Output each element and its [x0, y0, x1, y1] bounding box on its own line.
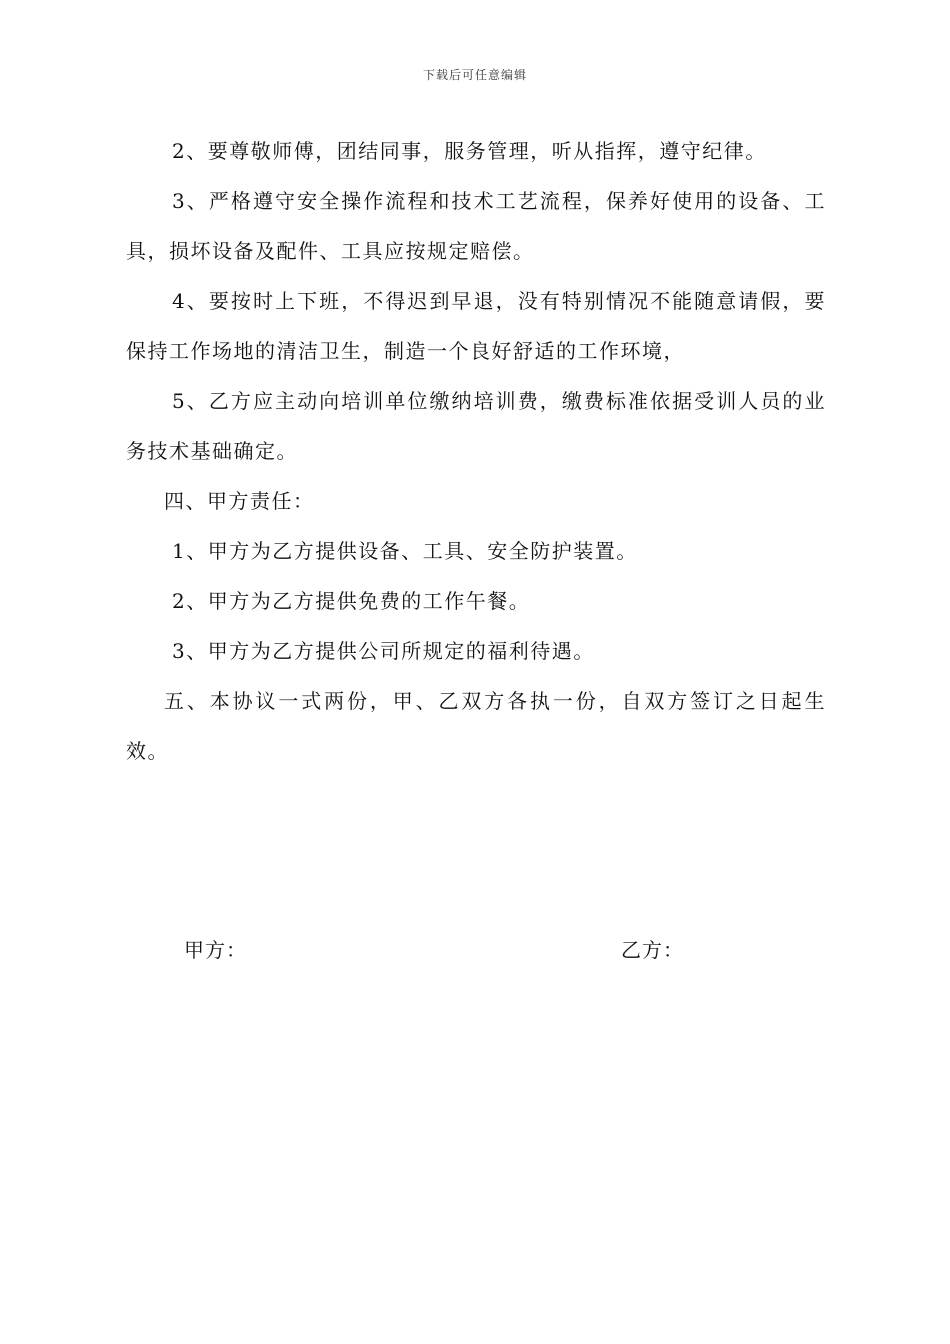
clause-3-safety: 3、严格遵守安全操作流程和技术工艺流程，保养好使用的设备、工具，损坏设备及配件、工具应按规定赔偿。 [126, 189, 826, 263]
party-a-clause-3-benefits: 3、甲方为乙方提供公司所规定的福利待遇。 [172, 639, 595, 663]
section-five-agreement-copies: 五、本协议一式两份，甲、乙双方各执一份，自双方签订之日起生效。 [126, 689, 826, 763]
party-a-clause-2-lunch: 2、甲方为乙方提供免费的工作午餐。 [172, 589, 531, 613]
clause-2-respect: 2、要尊敬师傅，团结同事，服务管理，听从指挥，遵守纪律。 [172, 139, 767, 163]
clause-4-attendance: 4、要按时上下班，不得迟到早退，没有特别情况不能随意请假，要保持工作场地的清洁卫生，制造一个良好舒适的工作环境， [126, 289, 826, 363]
section-heading-party-a-duties: 四、甲方责任： [164, 489, 315, 513]
document-body [126, 126, 826, 776]
signature-block [0, 925, 950, 975]
party-a-signature-label: 甲方： [184, 938, 247, 962]
header-note: 下载后可任意编辑 [422, 68, 527, 82]
clause-5-training-fee: 5、乙方应主动向培训单位缴纳培训费，缴费标准依据受训人员的业务技术基础确定。 [126, 389, 826, 463]
party-b-signature-label: 乙方： [621, 938, 684, 962]
party-a-clause-1-equipment: 1、甲方为乙方提供设备、工具、安全防护装置。 [172, 539, 638, 563]
